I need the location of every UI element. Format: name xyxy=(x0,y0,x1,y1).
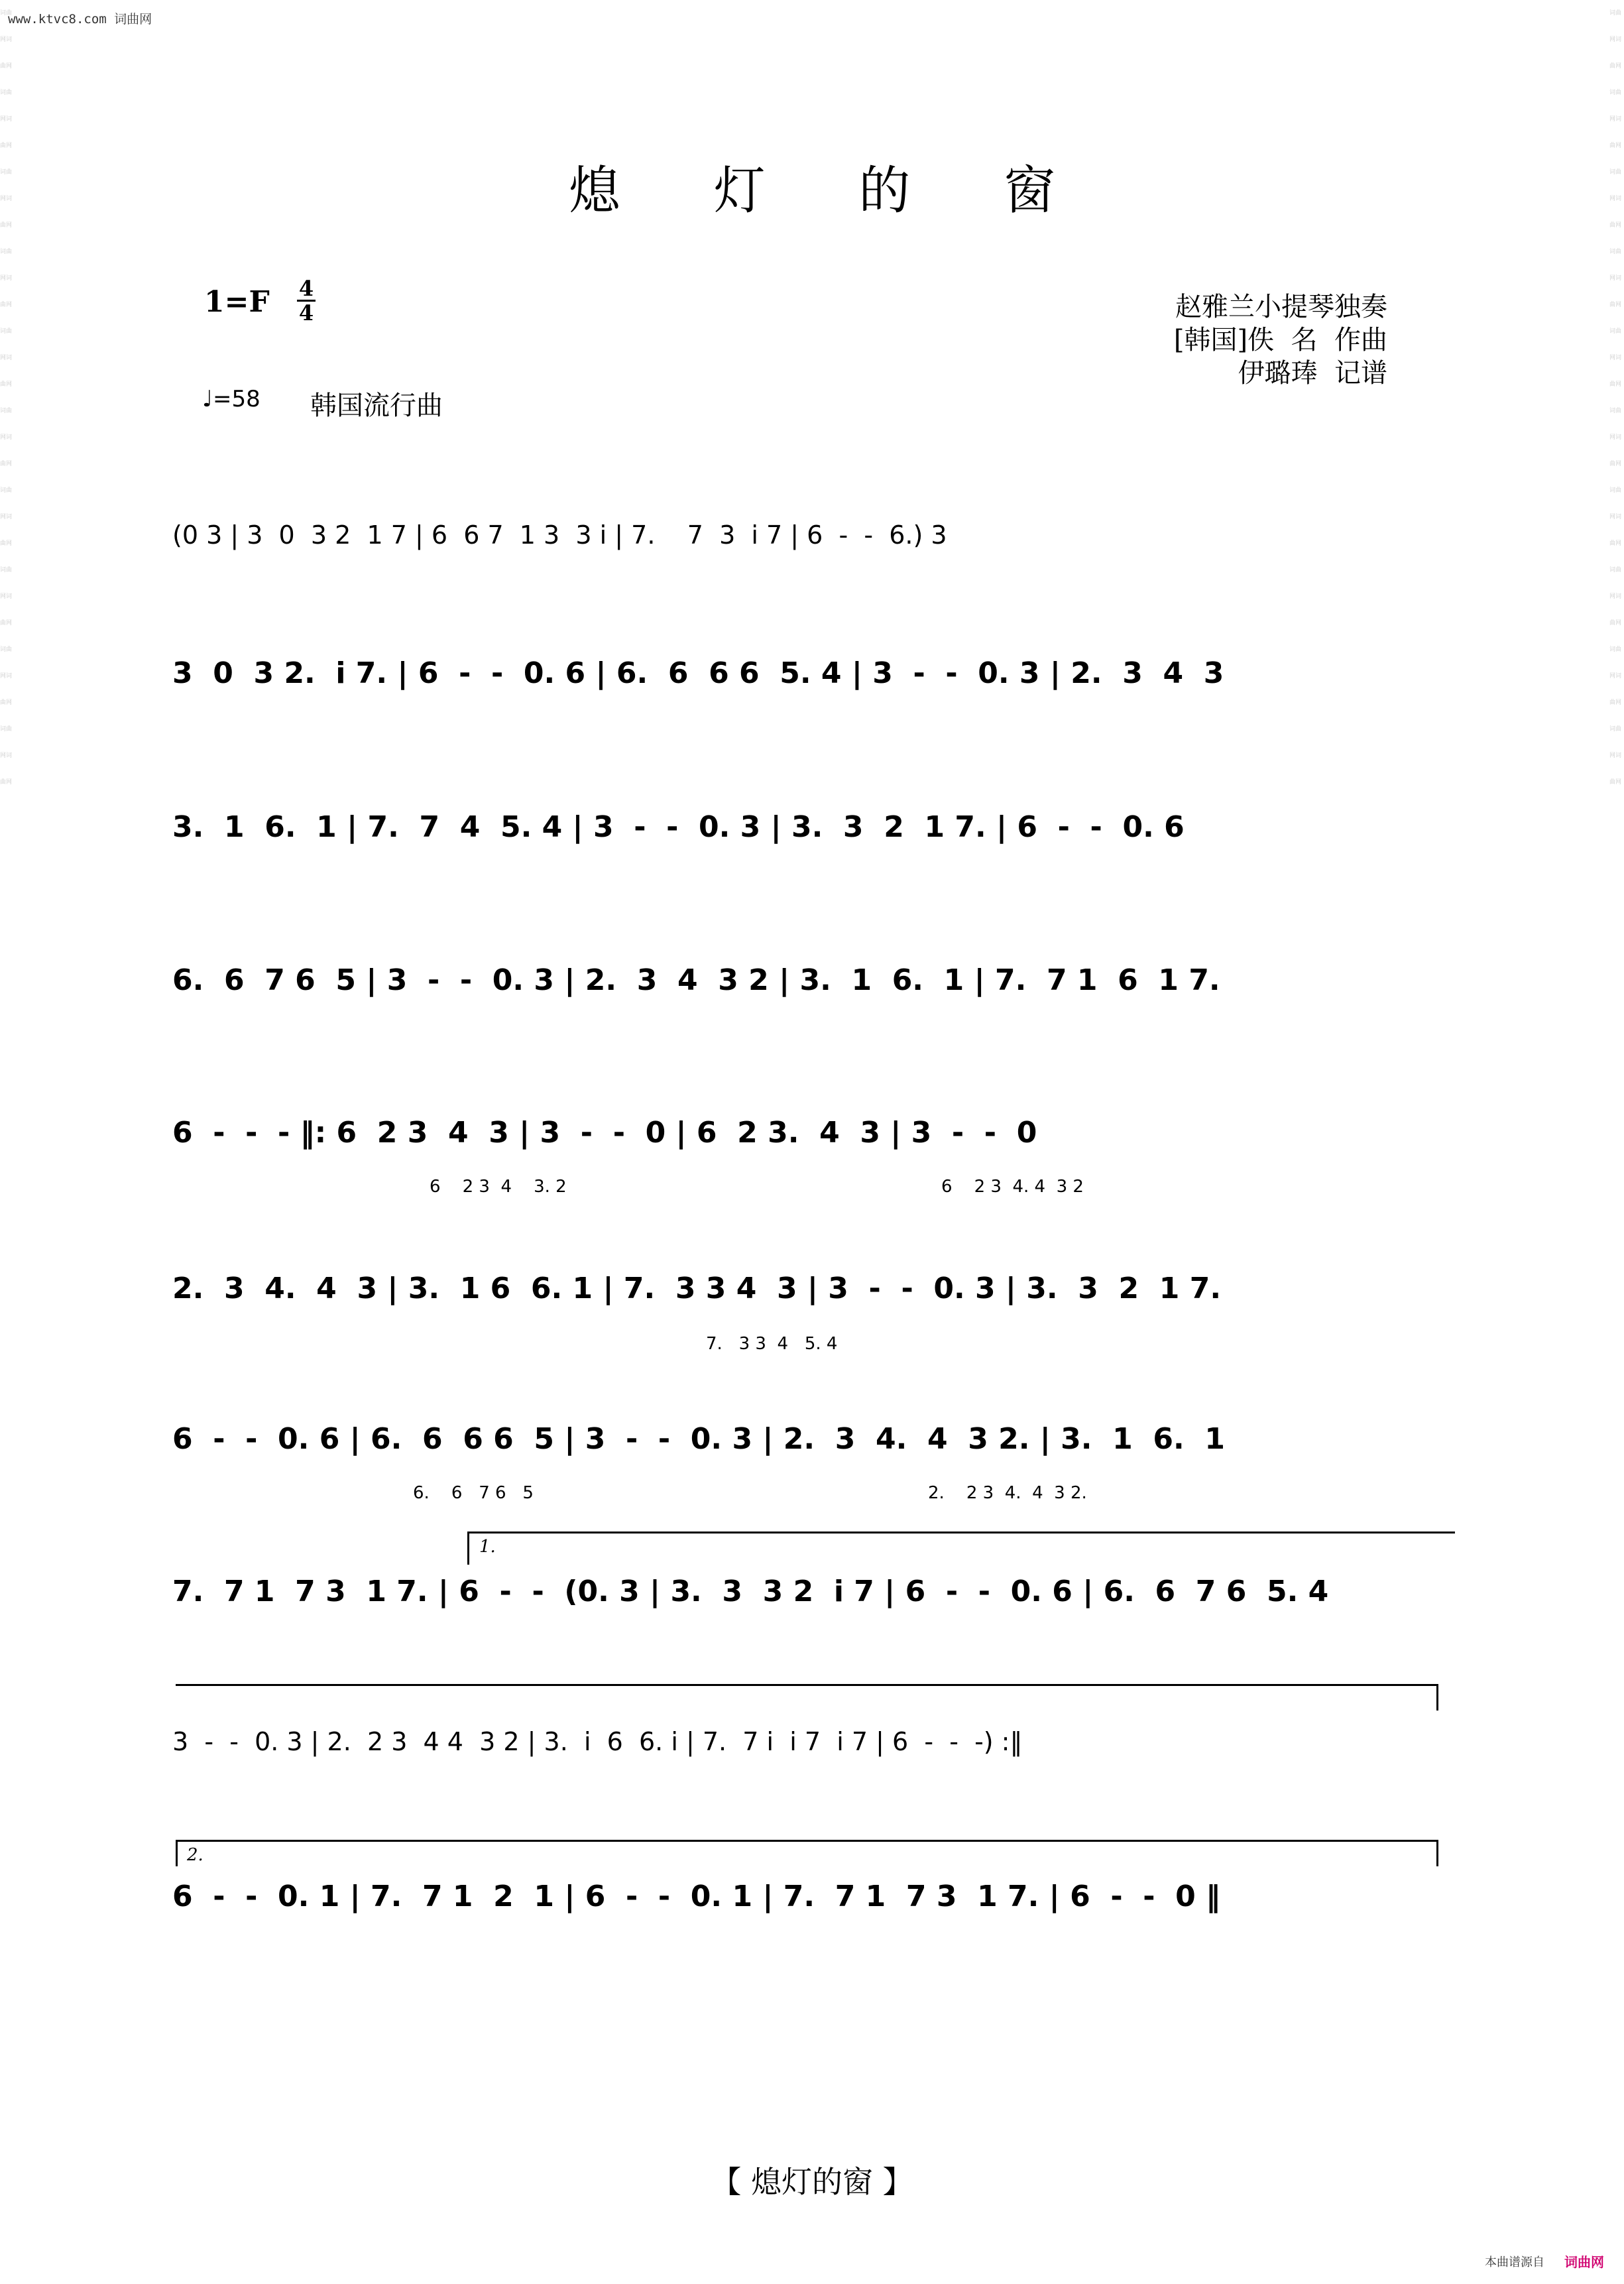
watermark-right-strip: 词曲网词曲网词曲网词曲网词曲网词曲网词曲网词曲网词曲网词曲网词曲网词曲网词曲网词曲网词曲网词曲网词曲网词曲网词曲网词曲网 xyxy=(1609,10,1622,786)
notation-line-7: 6 - - 0. 6 | 6. 6 6 6 5 | 3 - - 0. 3 | 2. 3 4. 4 3 2. | 3. 1 6. 1 xyxy=(172,1422,1225,1456)
sub-notation-6: 7. 3 3 4 5. 4 xyxy=(706,1334,838,1354)
footer-title: 【 熄灯的窗 】 xyxy=(711,2164,913,2200)
time-signature xyxy=(297,276,316,326)
notation-line-1: (0 3 | 3 0 3 2 1 7 | 6 6 7 1 3 3 i | 7. 7 3 i 7 | 6 - - 6.) 3 xyxy=(172,520,947,550)
sub-notation-5b: 6 2 3 4. 4 3 2 xyxy=(941,1177,1084,1197)
source-note: 本曲谱源自 xyxy=(1485,2255,1544,2269)
credit-performer: 赵雅兰小提琴独奏 xyxy=(1175,292,1387,322)
time-signature-bottom: 4 xyxy=(298,300,314,326)
notation-line-4: 6. 6 7 6 5 | 3 - - 0. 3 | 2. 3 4 3 2 | 3. 1 6. 1 | 7. 7 1 6 1 7. xyxy=(172,963,1220,997)
notation-line-2: 3 0 3 2. i 7. | 6 - - 0. 6 | 6. 6 6 6 5. 4 | 3 - - 0. 3 | 2. 3 4 3 xyxy=(172,656,1224,690)
watermark-left-strip: 词曲网词曲网词曲网词曲网词曲网词曲网词曲网词曲网词曲网词曲网词曲网词曲网词曲网词曲网词曲网词曲网词曲网词曲网词曲网词曲网 xyxy=(0,10,13,786)
volta-1-label: 1. xyxy=(479,1537,496,1557)
key-signature: 1=F xyxy=(204,285,270,319)
credit-composer: [韩国]佚 名 作曲 xyxy=(1173,325,1387,355)
volta-2-label: 2. xyxy=(187,1845,203,1865)
sub-notation-7b: 2. 2 3 4. 4 3 2. xyxy=(928,1483,1087,1503)
sub-notation-7a: 6. 6 7 6 5 xyxy=(413,1483,534,1503)
notation-line-9: 3 - - 0. 3 | 2. 2 3 4 4 3 2 | 3. i 6 6. i | 7. 7 i i 7 i 7 | 6 - - -) :‖ xyxy=(172,1727,1023,1756)
song-title: 熄 灯 的 窗 xyxy=(568,161,1094,221)
credits xyxy=(1174,290,1387,390)
tempo-mark: ♩=58 xyxy=(202,386,261,412)
brand-logo: 词曲网 xyxy=(1564,2254,1604,2270)
notation-line-3: 3. 1 6. 1 | 7. 7 4 5. 4 | 3 - - 0. 3 | 3. 3 2 1 7. | 6 - - 0. 6 xyxy=(172,810,1185,844)
notation-line-5: 6 - - - ‖: 6 2 3 4 3 | 3 - - 0 | 6 2 3. 4 3 | 3 - - 0 xyxy=(172,1116,1037,1150)
credit-transcriber: 伊璐琫 记谱 xyxy=(1238,358,1387,389)
notation-line-8: 7. 7 1 7 3 1 7. | 6 - - (0. 3 | 3. 3 3 2 i 7 | 6 - - 0. 6 | 6. 6 7 6 5. 4 xyxy=(172,1575,1329,1608)
time-signature-top: 4 xyxy=(298,276,314,301)
notation-line-10: 6 - - 0. 1 | 7. 7 1 2 1 | 6 - - 0. 1 | 7. 7 1 7 3 1 7. | 6 - - 0 ‖ xyxy=(172,1880,1221,1913)
music-style: 韩国流行曲 xyxy=(310,391,443,421)
notation-line-6: 2. 3 4. 4 3 | 3. 1 6 6. 1 | 7. 3 3 4 3 | 3 - - 0. 3 | 3. 3 2 1 7. xyxy=(172,1272,1222,1305)
sub-notation-5a: 6 2 3 4 3. 2 xyxy=(430,1177,567,1197)
site-label: www.ktvc8.com 词曲网 xyxy=(8,12,152,27)
